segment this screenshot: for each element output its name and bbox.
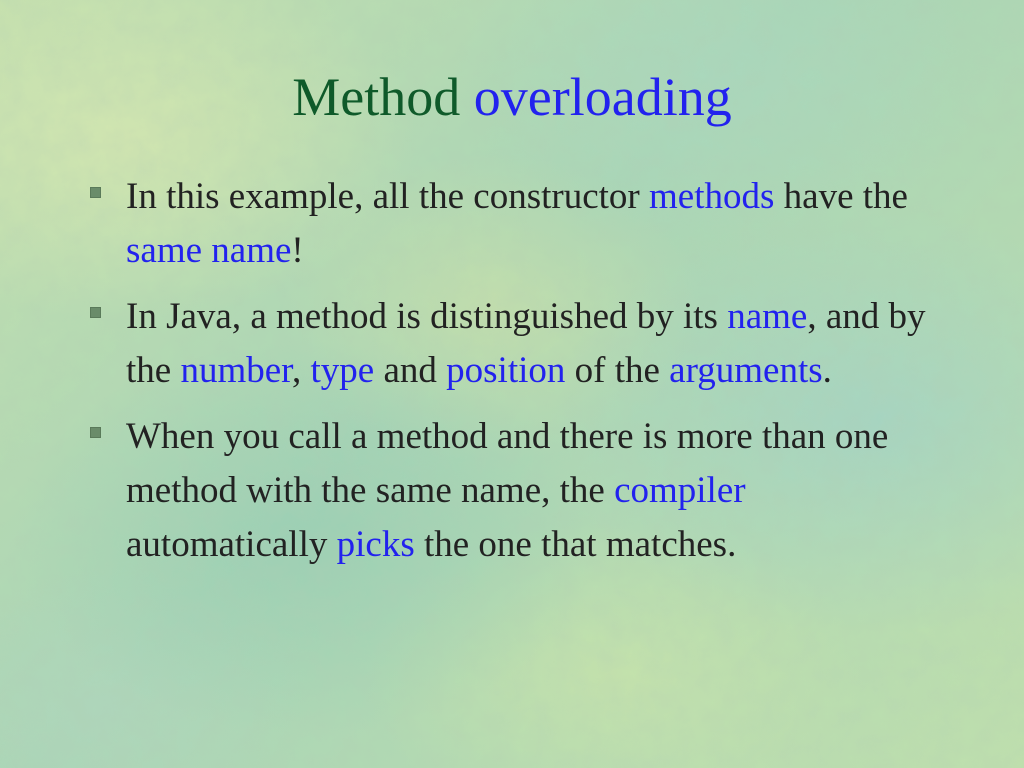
bullet-list [88,170,948,584]
text-segment: the one that matches. [414,524,737,565]
highlighted-term: name [727,296,808,337]
highlighted-term: number [180,350,292,391]
highlighted-term: overloading [473,67,732,127]
text-segment: , [292,350,311,391]
square-bullet-icon [90,427,101,438]
text-segment: ! [291,230,304,271]
text-segment: , and by the [126,296,935,391]
bullet-item [88,170,948,278]
bullet-text [126,296,935,391]
text-segment: have the [774,176,918,217]
text-segment: In this example, all the constructor [126,176,649,217]
bullet-item [88,410,948,572]
highlighted-term: type [310,350,375,391]
text-segment: and [374,350,447,391]
highlighted-term: position [446,350,566,391]
text-segment: Method [292,67,474,127]
bullet-text [126,416,898,565]
highlighted-term: arguments [669,350,823,391]
highlighted-term: compiler [614,470,746,511]
square-bullet-icon [90,307,101,318]
text-segment: When you call a method and there is more than one method with the same name, the [126,416,898,511]
square-bullet-icon [90,187,101,198]
highlighted-term: picks [336,524,415,565]
text-segment: automatically [126,470,755,565]
text-segment: In Java, a method is distinguished by its [126,296,728,337]
highlighted-term: methods [649,176,775,217]
slide-title [0,62,1024,132]
bullet-item [88,290,948,398]
text-segment: . [822,350,832,391]
bullet-text [126,176,917,271]
text-segment: of the [565,350,670,391]
highlighted-term: same name [126,230,292,271]
